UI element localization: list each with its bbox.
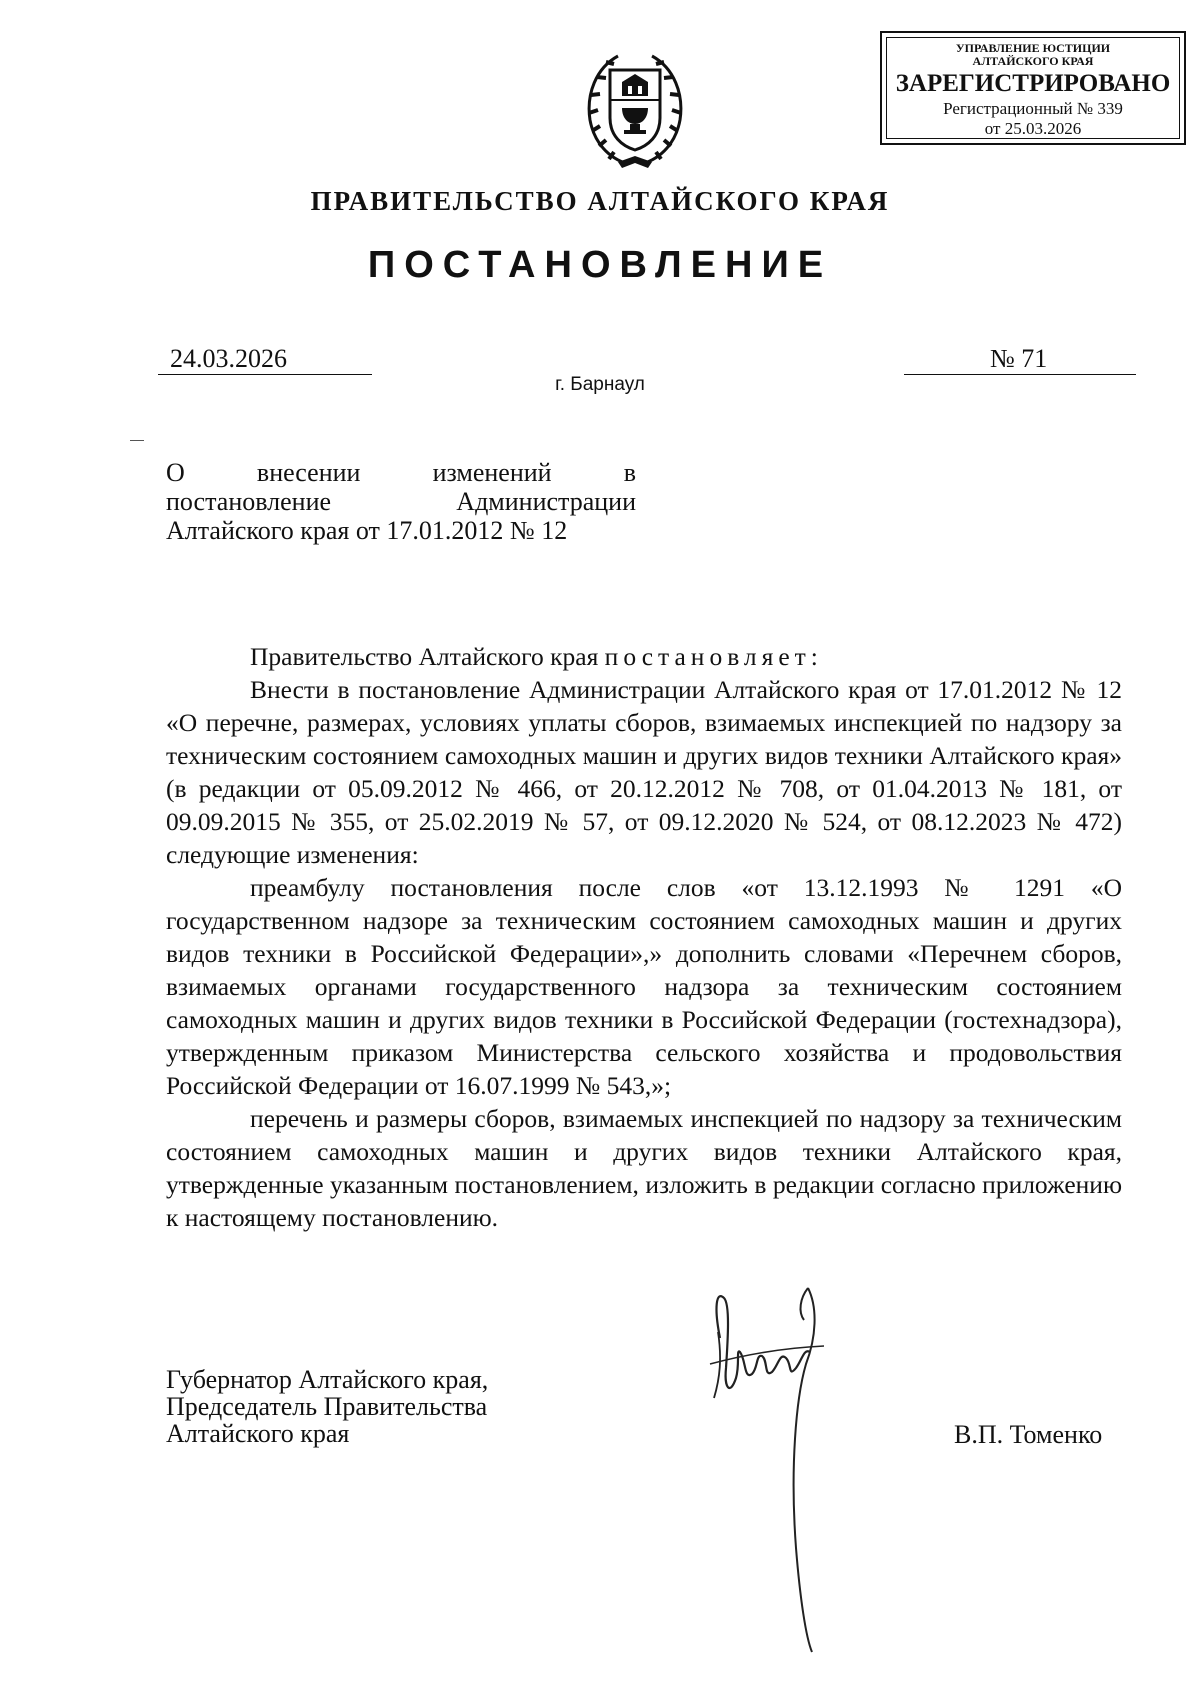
stamp-inner-frame: [886, 37, 1180, 139]
stamp-reg-number: Регистрационный № 339: [943, 99, 1123, 118]
document-type: ПОСТАНОВЛЕНИЕ: [367, 244, 833, 286]
paragraph-3: перечень и размеры сборов, взимаемых инспекцией по надзору за техническим состоянием самоходных машин и других видов техники Алтайского края, утвержденные указанным постановлением, изложить в редакции согласно приложению к настоящему постановлению.: [166, 1104, 1122, 1232]
stamp-status: ЗАРЕГИСТРИРОВАНО: [895, 70, 1171, 97]
government-title: ПРАВИТЕЛЬСТВО АЛТАЙСКОГО КРАЯ: [310, 186, 890, 216]
stamp-authority-line2: АЛТАЙСКОГО КРАЯ: [972, 54, 1094, 68]
document-city: г. Барнаул: [555, 374, 645, 395]
subject-line-2: постановление Администрации: [166, 487, 636, 516]
position-line-1: Губернатор Алтайского края,: [166, 1365, 489, 1394]
margin-mark: [130, 440, 144, 441]
document-number: № 71: [990, 344, 1048, 373]
stamp-authority-line1: УПРАВЛЕНИЕ ЮСТИЦИИ: [955, 41, 1111, 55]
document-date: 24.03.2026: [170, 344, 287, 373]
signatory-position: [166, 1366, 488, 1447]
position-line-3: Алтайского края: [166, 1419, 350, 1448]
stamp-reg-date: от 25.03.2026: [984, 119, 1082, 138]
paragraph-2: преамбулу постановления после слов «от 13.12.1993 № 1291 «О государственном надзоре за техническим состоянием самоходных машин и других видов техники в Российской Федерации»,» дополнить словами «Перечнем сборов, взимаемых органами государственного надзора за техническим состоянием самоходных машин и других видов техники в Российской Федерации (гостехнадзора), утвержденным приказом Министерства сельского хозяйства и продовольствия Российской Федерации от 16.07.1999 № 543,»;: [166, 873, 1122, 1100]
registration-stamp: [880, 31, 1186, 145]
signatory-name: В.П. Томенко: [954, 1420, 1103, 1449]
position-line-2: Председатель Правительства: [166, 1392, 488, 1421]
intro-paragraph: [166, 640, 1122, 673]
document-body: [166, 640, 1122, 1234]
intro-prefix: Правительство Алтайского края: [250, 642, 599, 671]
subject-line-3: Алтайского края от 17.01.2012 № 12: [166, 516, 568, 545]
handwritten-signature: [700, 1268, 840, 1658]
coat-of-arms-icon: [578, 44, 692, 170]
intro-resolves: постановляет:: [604, 642, 823, 671]
paragraph-1: Внести в постановление Администрации Алтайского края от 17.01.2012 № 12 «О перечне, размерах, условиях уплаты сборов, взимаемых инспекцией по надзору за техническим состоянием самоходных машин и других видов техники Алтайского края» (в редакции от 05.09.2012 № 466, от 20.12.2012 № 708, от 01.04.2013 № 181, от 09.09.2015 № 355, от 25.02.2019 № 57, от 09.12.2020 № 524, от 08.12.2023 № 472) следующие изменения:: [166, 675, 1122, 869]
subject-line-1: О внесении изменений в: [166, 458, 636, 487]
document-subject: [166, 458, 636, 545]
